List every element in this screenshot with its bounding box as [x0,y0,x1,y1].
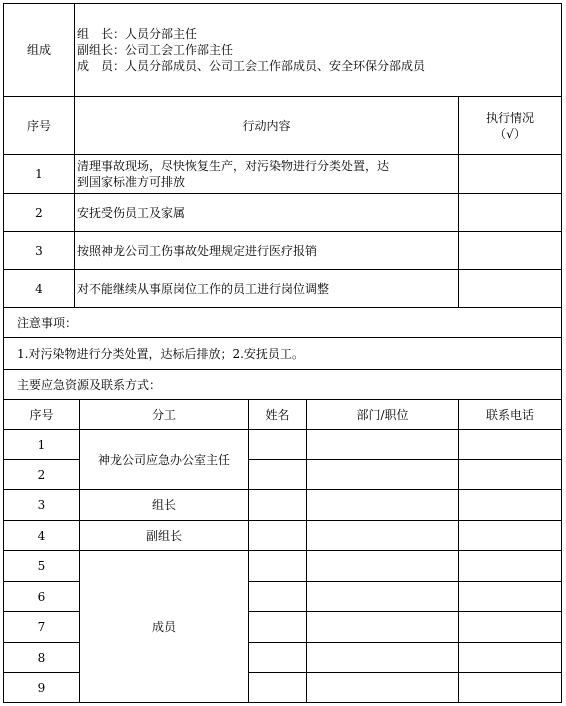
resources-title-row [4,370,562,400]
contact-name-cell[interactable] [249,582,307,612]
action-status-cell[interactable] [459,155,562,194]
action-status-cell[interactable] [459,232,562,270]
contact-name-cell[interactable] [249,673,307,703]
contact-index: 6 [4,582,80,612]
contact-index: 3 [4,490,80,521]
role-deputy: 副组长 [80,521,249,551]
group-row [4,4,562,97]
contact-phone-cell[interactable] [459,521,562,551]
header-status-check: （√） [494,126,526,141]
group-member-list: 成 员：人员分部成员、公司工会工作部成员、安全环保分部成员 [77,59,426,73]
contact-index: 4 [4,521,80,551]
header-index: 序号 [4,97,75,155]
contact-dept-cell[interactable] [307,551,459,582]
action-row [4,270,562,308]
contact-header-name: 姓名 [249,400,307,430]
contact-dept-cell[interactable] [307,643,459,673]
header-status-title: 执行情况 [486,110,535,125]
action-content [75,155,459,194]
contact-phone-cell[interactable] [459,460,562,490]
emergency-action-table [3,3,562,400]
header-status [459,97,562,155]
contact-dept-cell[interactable] [307,430,459,460]
contact-dept-cell[interactable] [307,673,459,703]
contact-header-dept: 部门/职位 [307,400,459,430]
group-deputy: 副组长：公司工会工作部主任 [77,43,234,57]
contact-row [4,430,562,460]
notes-title: 注意事项： [4,308,562,338]
role-members: 成员 [80,551,249,703]
contact-phone-cell[interactable] [459,643,562,673]
action-content: 按照神龙公司工伤事故处理规定进行医疗报销 [75,232,459,270]
contact-name-cell[interactable] [249,460,307,490]
group-leader: 组 长：人员分部主任 [77,27,198,41]
action-index: 4 [4,270,75,308]
action-status-cell[interactable] [459,270,562,308]
contact-dept-cell[interactable] [307,612,459,643]
contact-index: 2 [4,460,80,490]
role-leader: 组长 [80,490,249,521]
action-status-cell[interactable] [459,194,562,232]
notes-title-row [4,308,562,338]
contact-row [4,551,562,582]
contact-table [3,399,562,703]
action-content: 安抚受伤员工及家属 [75,194,459,232]
contact-index: 5 [4,551,80,582]
action-content-line: 清理事故现场，尽快恢复生产，对污染物进行分类处置，达 [77,159,390,173]
contact-index: 1 [4,430,80,460]
contact-phone-cell[interactable] [459,551,562,582]
contact-header-row [4,400,562,430]
contact-dept-cell[interactable] [307,521,459,551]
contact-name-cell[interactable] [249,612,307,643]
contact-name-cell[interactable] [249,551,307,582]
action-row [4,155,562,194]
resources-title: 主要应急资源及联系方式： [4,370,562,400]
action-index: 1 [4,155,75,194]
group-label: 组成 [4,4,75,97]
action-row [4,232,562,270]
contact-header-role: 分工 [80,400,249,430]
header-content: 行动内容 [75,97,459,155]
notes-body-row [4,338,562,370]
contact-phone-cell[interactable] [459,673,562,703]
action-index: 2 [4,194,75,232]
contact-name-cell[interactable] [249,490,307,521]
contact-index: 8 [4,643,80,673]
role-office-director: 神龙公司应急办公室主任 [80,430,249,490]
action-content: 对不能继续从事原岗位工作的员工进行岗位调整 [75,270,459,308]
group-members [75,4,562,97]
action-index: 3 [4,232,75,270]
contact-name-cell[interactable] [249,430,307,460]
action-content-line: 到国家标准方可排放 [77,175,186,189]
contact-header-index: 序号 [4,400,80,430]
contact-index: 7 [4,612,80,643]
contact-dept-cell[interactable] [307,460,459,490]
contact-index: 9 [4,673,80,703]
contact-dept-cell[interactable] [307,490,459,521]
contact-name-cell[interactable] [249,643,307,673]
contact-phone-cell[interactable] [459,582,562,612]
contact-name-cell[interactable] [249,521,307,551]
contact-row [4,521,562,551]
action-row [4,194,562,232]
notes-body: 1.对污染物进行分类处置，达标后排放；2.安抚员工。 [4,338,562,370]
action-header-row [4,97,562,155]
contact-row [4,490,562,521]
contact-phone-cell[interactable] [459,612,562,643]
contact-header-phone: 联系电话 [459,400,562,430]
contact-dept-cell[interactable] [307,582,459,612]
contact-phone-cell[interactable] [459,430,562,460]
contact-phone-cell[interactable] [459,490,562,521]
